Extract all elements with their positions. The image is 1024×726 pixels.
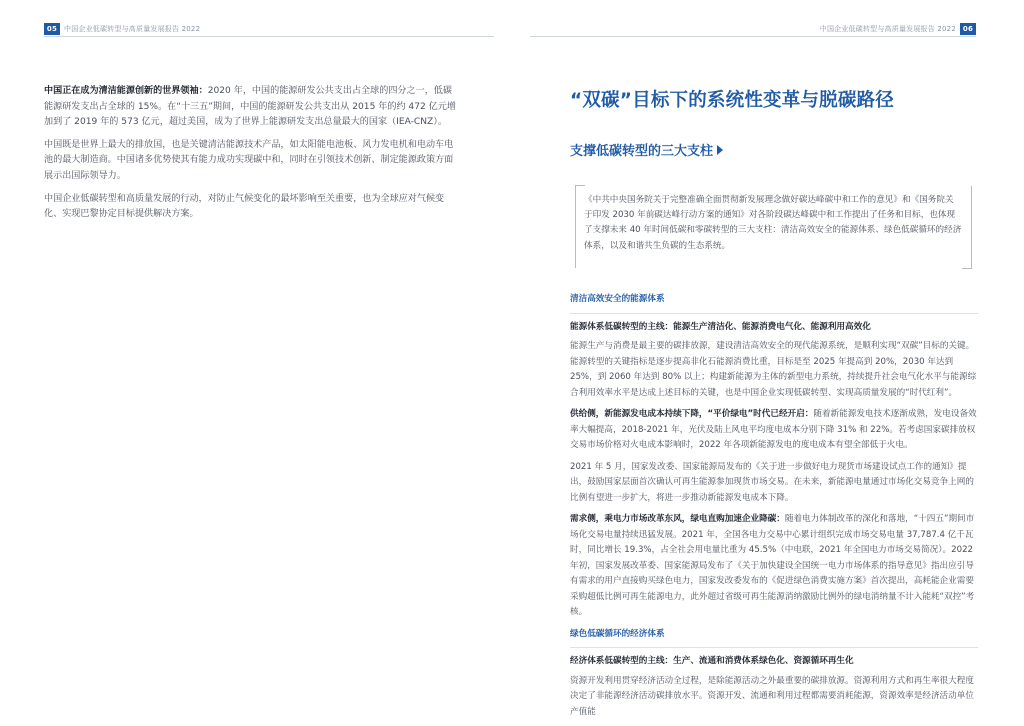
energy-paragraph-3: 2021 年 5 月，国家发改委、国家能源局发布的《关于进一步做好电力现货市场建设试点工作的通知》提出，鼓励国家层面首次确认可再生能源参加现货市场交易。在未来，新能源电量通过市场化交易竞争上网的比例有望进一步扩大，将进一步推动新能源发电成本下降。 [570,461,974,503]
quote-box [575,186,972,268]
left-page-number: 05 [44,23,60,35]
supply-side-lead: 供给侧，新能源发电成本持续下降，“平价绿电”时代已经开启： [570,409,814,419]
triangle-right-icon [717,145,723,155]
section-subtitle [570,140,976,159]
demand-side-text: 随着电力体制改革的深化和落地，“十四五”期间市场化交易电量持续迅猛发展。2021 年，全国各电力交易中心累计组织完成市场交易电量 37,787.4 亿千瓦时，同比增长 19.3%，占全社会用电量比重为 45.5%（中电联，2021 年全国电力市场交易简况）。2022 年初，国家发展改革委、国家能源局发布了《关于加快建设全国统一电力市场体系的指导意见》指出应引导有需求的用户直接购买绿色电力，国家发改委发布的《促进绿色消费实施方案》首次提出，高耗能企业需要采购超低比例可再生能源电力，此外超过省级可再生能源消纳激励比例外的绿电消纳量不计入能耗“双控”考核。 [570,514,975,617]
left-running-title: 中国企业低碳转型与高质量发展报告 2022 [64,25,201,33]
demand-side-lead: 需求侧，乘电力市场改革东风，绿电直购加速企业降碳： [570,514,785,524]
divider [570,313,978,314]
right-page-header [820,22,976,36]
left-page-body [44,84,458,230]
economy-main-line: 经济体系低碳转型的主线：生产、流通和消费体系绿色化、资源循环再生化 [570,656,854,666]
quote-corner-bottom-right [962,258,972,269]
energy-paragraph-1: 能源生产与消费是最主要的碳排放源，建设清洁高效安全的现代能源系统，是顺利实现“双碳”目标的关键。能源转型的关键指标是逐步提高非化石能源消费比重，目标是至 2025 年提高到 20%，2030 年达到 25%，到 2060 年达到 80% 以上；构建新能源为主体的新型电力系统，持续提升社会电气化水平与能源综合利用效率水平是达成上述目标的关键，也是中国企业实现低碳转型、实现高质量发展的“时代红利”。 [570,341,977,398]
left-paragraph-1-text: 2020 年，中国的能源研发公共支出占全球的四分之一，低碳能源研发支出占全球的 15%。在“十三五”期间，中国的能源研发公共支出从 2015 年的约 472 亿元增加到了 2019 年的 573 亿元，超过美国，成为了世界上能源研发支出总量最大的国家（IEA-CNZ）。 [44,86,456,128]
energy-paragraph-4 [570,512,978,621]
section-subtitle-text: 支撑低碳转型的三大支柱 [570,144,714,159]
energy-main-line: 能源体系低碳转型的主线：能源生产清洁化、能源消费电气化、能源利用高效化 [570,321,871,332]
supply-side-text: 随着新能源发电技术逐渐成熟，发电设备效率大幅提高，2018-2021 年，光伏及陆上风电平均度电成本分别下降 31% 和 22%。若考虑国家碳排放权交易市场价格对火电成本影响时，2022 年各项新能源发电的度电成本有望全部低于火电。 [570,409,977,450]
left-paragraph-2: 中国既是世界上最大的排放国，也是关键清洁能源技术产品，如太阳能电池板、风力发电机和电动车电池的最大制造商。中国诸多优势使其有能力成功实现碳中和，同时在引领技术创新、制定能源政策方面展示出国际领导力。 [44,139,454,181]
left-paragraph-3: 中国企业低碳转型和高质量发展的行动，对防止气候变化的最坏影响至关重要，也为全球应对气候变化、实现巴黎协定目标提供解决方案。 [44,193,445,220]
right-running-title: 中国企业低碳转型与高质量发展报告 2022 [819,25,956,33]
left-header-rule [44,36,494,37]
right-page-heading [570,86,976,159]
left-paragraph-1-lead: 中国正在成为清洁能源创新的世界领袖： [44,86,208,96]
left-paragraph-1 [44,84,458,131]
left-page-header [44,22,200,36]
energy-paragraph-2 [570,407,978,454]
right-page-body [570,292,978,726]
section-heading-energy: 清洁高效安全的能源体系 [570,294,665,304]
quote-text: 《中共中央国务院关于完整准确全面贯彻新发展理念做好碳达峰碳中和工作的意见》和《国务院关于印发 2030 年前碳达峰行动方案的通知》对各阶段碳达峰碳中和工作提出了任务和目标，也体现了支撑未来 40 年时间低碳和零碳转型的三大支柱：清洁高效安全的能源体系、绿色低碳循环的经济体系，以及和谐共生负碳的生态系统。 [584,195,962,251]
economy-paragraph-1: 资源开发利用贯穿经济活动全过程，是除能源活动之外最重要的碳排放源。资源利用方式和再生率很大程度决定了非能源经济活动碳排放水平。资源开发、流通和利用过程都需要消耗能源，资源效率是经济活动单位产值能 [570,675,974,717]
page-title: “双碳”目标下的系统性变革与脱碳路径 [570,90,894,111]
right-header-rule [530,36,976,37]
section-heading-economy: 绿色低碳循环的经济体系 [570,628,665,639]
divider [570,647,978,648]
right-page-number: 06 [960,23,976,35]
